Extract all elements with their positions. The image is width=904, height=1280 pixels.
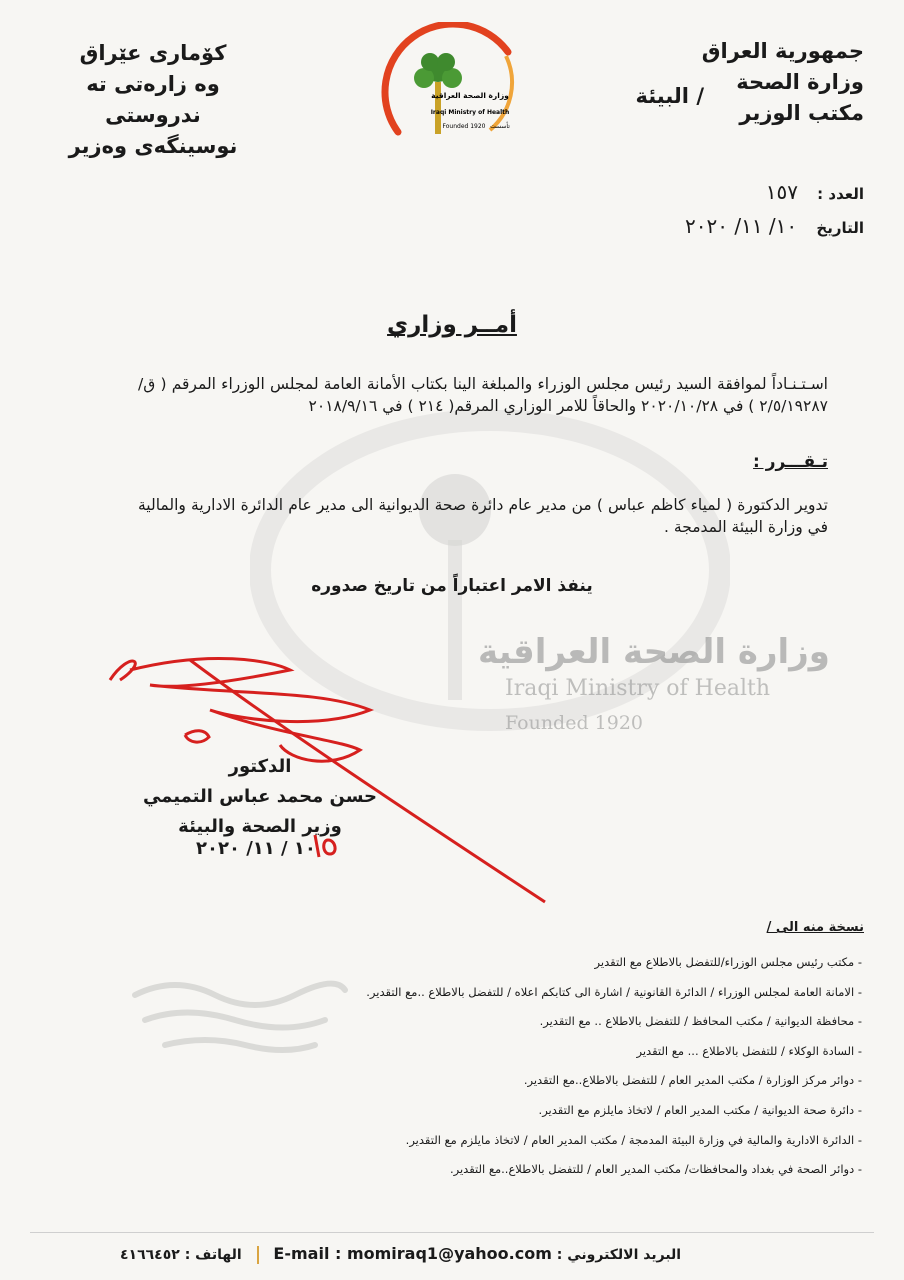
paragraph-decision: تدوير الدكتورة ( لمياء كاظم عباس ) من مدير عام دائرة صحة الديوانية الى مدير عام الدائرة الادارية والمالية في وزارة البيئة المدمجة . [138, 496, 828, 536]
document-date [685, 214, 864, 238]
footer-email[interactable]: E-mail : momiraq1@yahoo.com [273, 1244, 552, 1263]
footer-phone-label: الهاتف : [184, 1247, 242, 1263]
number-label: العدد : [817, 185, 864, 203]
signature-block [140, 752, 380, 842]
header-ku-line-3: نوسینگەی وەزیر [68, 134, 238, 158]
list-item: - الامانة العامة لمجلس الوزراء / الدائرة القانونية / اشارة الى كتابكم اعلاه / للتفضل بالاطلاع ..مع التقدير. [262, 978, 862, 1008]
footer-phone: ٤١٦٦٤٥٢ [120, 1247, 180, 1263]
list-item: - السادة الوكلاء / للتفضل بالاطلاع ... مع التقدير [262, 1037, 862, 1067]
title-text: أمــر وزاري [387, 312, 517, 338]
watermark-text-ar: وزارة الصحة العراقية [478, 632, 830, 672]
footer-separator [257, 1246, 259, 1264]
footer [120, 1244, 681, 1264]
header-ar-line-1: جمهورية العراق [701, 39, 864, 63]
header-ar-line-2: وزارة الصحة [736, 70, 864, 94]
header-department: / البيئة [635, 84, 704, 108]
signature-title: الدكتور [228, 756, 292, 777]
ministry-logo-graphic [378, 22, 528, 150]
list-item: - دوائر الصحة في بغداد والمحافظات/ مكتب المدير العام / للتفضل بالاطلاع..مع التقدير. [262, 1155, 862, 1185]
logo-text-founded: Founded 1920 [442, 123, 486, 130]
watermark-text-founded: Founded 1920 [505, 712, 644, 734]
list-item: - الدائرة الادارية والمالية في وزارة البيئة المدمجة / مكتب المدير العام / لاتخاذ مايلزم مع التقدير. [262, 1126, 862, 1156]
header-ar-line-3: مكتب الوزير [739, 101, 864, 125]
date-value: ١٠/ ١١/ ٢٠٢٠ [685, 214, 798, 238]
watermark-text-en: Iraqi Ministry of Health [505, 676, 771, 701]
embossed-seal [125, 965, 355, 1065]
footer-divider [30, 1232, 874, 1233]
header-ku-line-2: وه زارەتی ته ندروستی [86, 72, 220, 127]
signature-stroke-2 [185, 731, 209, 742]
header-kurdish [38, 38, 268, 162]
page-title [0, 312, 904, 338]
paragraph-reference: اسـتـنـاداً لموافقة السيد رئيس مجلس الوزراء والمبلغة الينا بكتاب الأمانة العامة لمجلس الوزراء المرقم ( ق/٢/٥/١٩٢٨٧ ) في ٢٠٢٠/١٠/٢٨ والحاقاً للامر الوزاري المرقم( ٢١٤ ) في ٢٠١٨/٩/١٦ [138, 375, 828, 415]
list-item: - دائرة صحة الديوانية / مكتب المدير العام / لاتخاذ مايلزم مع التقدير. [262, 1096, 862, 1126]
header-ku-line-1: كۆماری عێراق [79, 41, 227, 65]
copy-to-heading: نسخة منه الى / [766, 920, 864, 935]
list-item: - مكتب رئيس مجلس الوزراء/للتفضل بالاطلاع مع التقدير [262, 948, 862, 978]
effective-statement: ينفذ الامر اعتباراً من تاريخ صدوره [311, 576, 593, 596]
signature-date: ١٠ / ١١/ ٢٠٢٠ [196, 838, 316, 859]
document-number [766, 180, 864, 204]
list-item: - دوائر مركز الوزارة / مكتب المدير العام / للتفضل بالاطلاع..مع التقدير. [262, 1066, 862, 1096]
logo-text-founded-ar: تأسست [490, 123, 510, 130]
logo-text-en: Iraqi Ministry of Health [430, 109, 510, 116]
date-label: التاريخ [816, 219, 864, 237]
logo-text-ar: وزارة الصحة العراقية [431, 91, 509, 100]
number-value: ١٥٧ [765, 180, 798, 204]
ministry-logo [378, 22, 528, 150]
list-item: - محافظة الديوانية / مكتب المحافظ / للتفضل بالاطلاع .. مع التقدير. [262, 1007, 862, 1037]
signature-name: حسن محمد عباس التميمي [142, 786, 378, 807]
footer-email-label: البريد الالكتروني : [556, 1247, 682, 1263]
signature-position: وزير الصحة والبيئة [178, 816, 342, 837]
header-arabic [634, 36, 864, 129]
decided-label: تـقـــرر : [753, 452, 828, 472]
